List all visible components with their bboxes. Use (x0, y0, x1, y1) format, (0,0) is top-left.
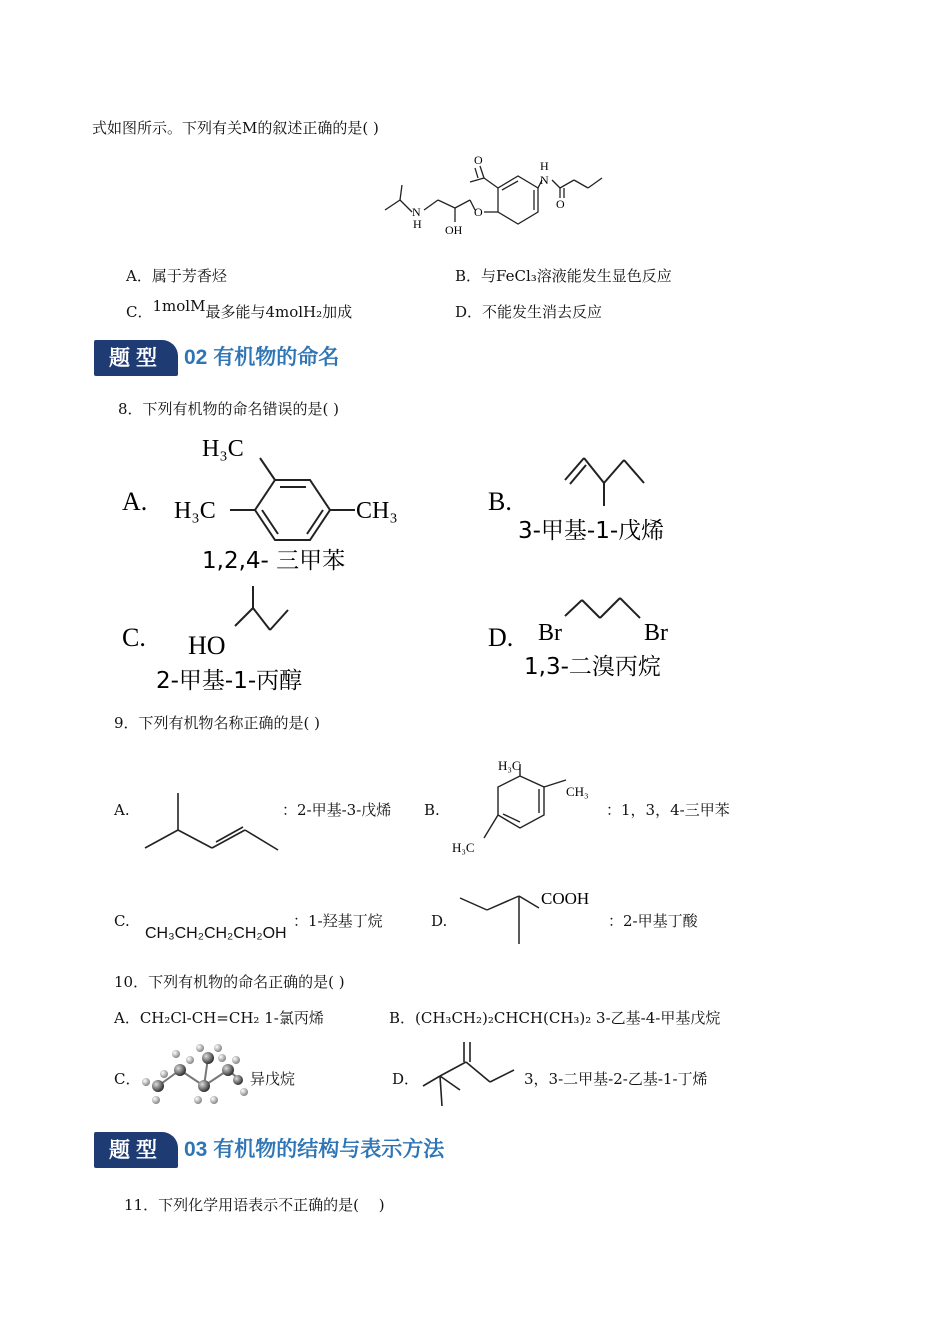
q9-b-h3c-top: H₃C (498, 758, 521, 773)
q9-a-structure (140, 788, 285, 858)
q10-option-a: A．CH₂Cl-CH=CH₂ 1-氯丙烯 (114, 1009, 324, 1027)
q7-option-a: A．属于芳香烃 (126, 267, 227, 285)
q9-c-name: ：1-羟基丁烷 (293, 912, 383, 930)
q9-b-h3c-bottom: H₃C (452, 840, 475, 855)
q8-a-name: 1,2,4- 三甲苯 (202, 548, 346, 574)
q8-d-br2: Br (644, 620, 668, 646)
mol-h-amine: H (413, 217, 422, 231)
q7-molecule (380, 150, 620, 240)
q8-c-label: C. (122, 623, 146, 652)
q10-d-name: 3，3-二甲基-2-乙基-1-丁烯 (524, 1070, 708, 1088)
q7-option-b: B．与FeCl₃溶液能发生显色反应 (455, 267, 672, 285)
q8-d-br1: Br (538, 620, 562, 646)
q9-b-ch3: CH₃ (566, 784, 589, 799)
q9-d-cooh: COOH (541, 889, 590, 908)
q9-b-label: B. (424, 801, 440, 819)
q8-d-name: 1,3-二溴丙烷 (524, 654, 661, 680)
q9-c-label: C. (114, 912, 130, 930)
q8-b-label: B. (488, 487, 512, 516)
q7-option-d: D．不能发生消去反应 (455, 303, 603, 321)
q9-a-label: A. (114, 801, 130, 819)
q9-d-label: D. (431, 912, 448, 930)
q10-option-b: B．(CH₃CH₂)₂CHCH(CH₃)₂ 3-乙基-4-甲基戊烷 (389, 1009, 721, 1027)
q10-d-structure (418, 1040, 518, 1110)
section-03-badge: 题型 (94, 1132, 178, 1168)
q8-c-ho: HO (188, 631, 226, 660)
q9-b-structure (448, 752, 598, 862)
q8-a-ch3: CH₃ (356, 498, 398, 524)
q10-c-label: C． (114, 1070, 141, 1088)
mol-oh: OH (445, 223, 463, 237)
q7-option-c-text: 最多能与4molH₂加成 (205, 303, 353, 321)
section-02-title: 02 有机物的命名 (184, 346, 340, 369)
q8-figure (110, 428, 710, 698)
q8-b-name: 3-甲基-1-戊烯 (518, 518, 665, 544)
q8-a-label: A. (122, 487, 148, 516)
q9-d-name: ：2-甲基丁酸 (608, 912, 698, 930)
q7-option-c-amount: 1molM (152, 297, 206, 315)
section-02-badge: 题型 (94, 340, 178, 376)
q9-d-structure (455, 882, 605, 950)
mol-n-amine: N (412, 205, 421, 219)
mol-n-amide: N (540, 173, 549, 187)
q8-c-name: 2-甲基-1-丙醇 (156, 668, 303, 694)
mol-o-acetyl: O (474, 153, 483, 167)
section-03-title: 03 有机物的结构与表示方法 (184, 1138, 445, 1161)
mol-o-amide: O (556, 197, 565, 211)
q11-stem: 11．下列化学用语表示不正确的是( ) (124, 1196, 385, 1214)
q10-c-name: 异戊烷 (250, 1070, 296, 1088)
q7-option-c (126, 297, 353, 322)
q8-stem: 8．下列有机物的命名错误的是( ) (118, 400, 340, 418)
mol-h: H (540, 159, 549, 173)
q10-d-label: D． (392, 1070, 420, 1088)
q9-stem: 9．下列有机物名称正确的是( ) (114, 714, 321, 732)
q7-option-c-label: C． (126, 303, 153, 321)
q9-a-name: ：2-甲基-3-戊烯 (282, 801, 392, 819)
q10-stem: 10．下列有机物的命名正确的是( ) (114, 973, 345, 991)
mol-o-ether: O (474, 205, 483, 219)
q9-c-formula: CH₃CH₂CH₂CH₂OH (145, 925, 287, 942)
q8-a-h3c-left: H₃C (174, 498, 216, 524)
q10-c-ballstick-model (138, 1040, 250, 1108)
q8-d-label: D. (488, 623, 514, 652)
q8-a-h3c-top: H₃C (202, 436, 244, 462)
q7-stem: 式如图所示。下列有关M的叙述正确的是( ) (92, 119, 379, 137)
q9-b-name: ：1，3，4-三甲苯 (606, 801, 730, 819)
